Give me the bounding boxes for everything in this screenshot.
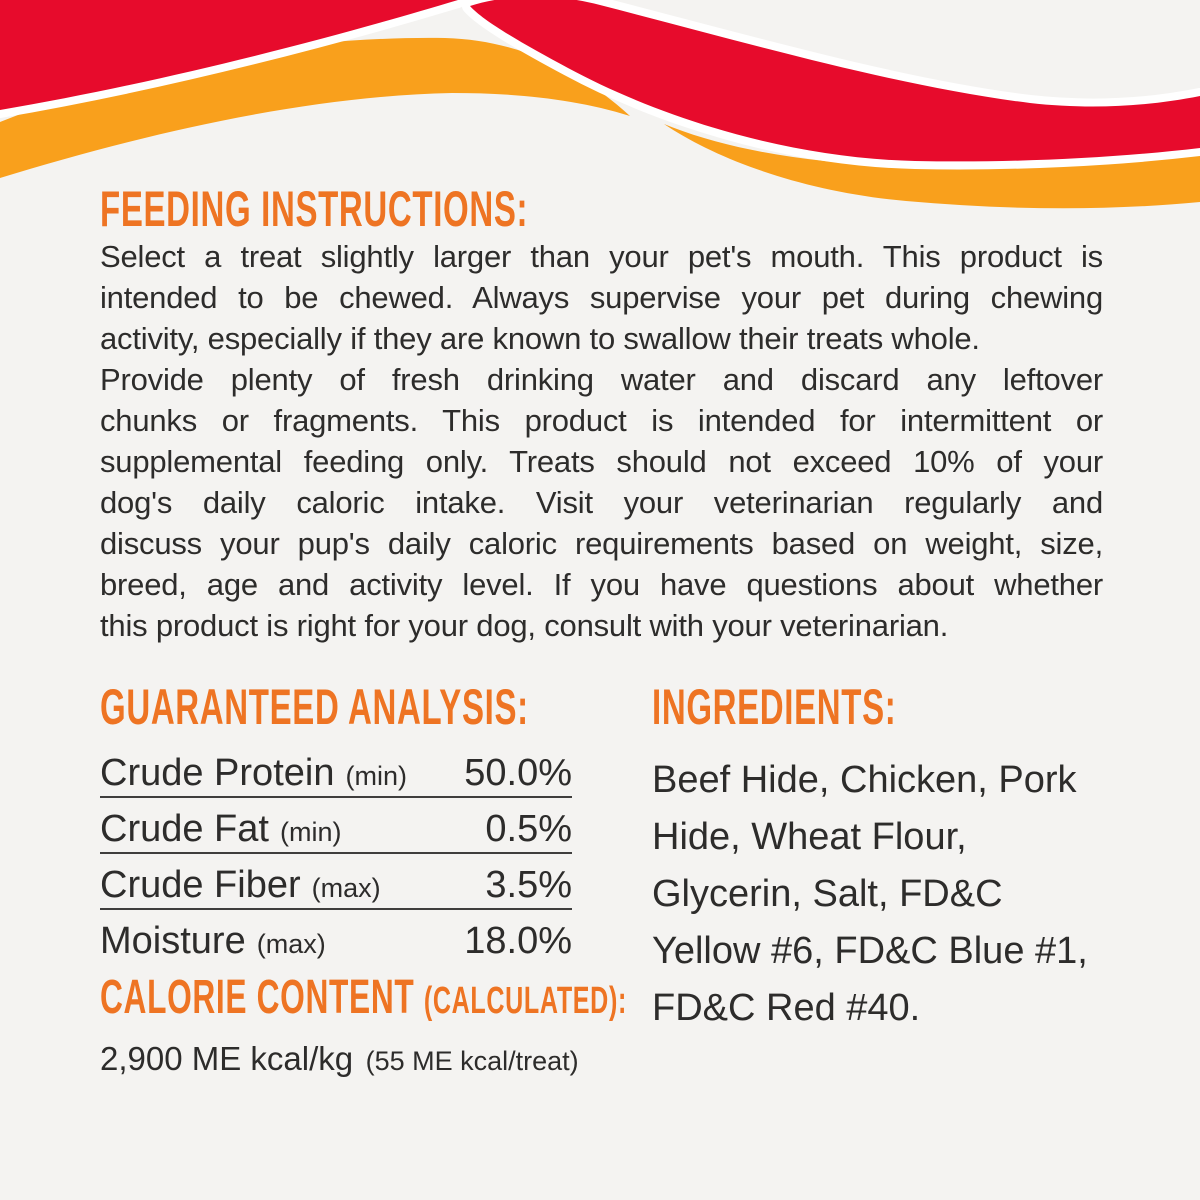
guaranteed-analysis-heading: GUARANTEED ANALYSIS:: [100, 679, 529, 735]
nutrient-qualifier: (min): [345, 761, 407, 791]
ingredients-list: Beef Hide, Chicken, Pork Hide, Wheat Flour, Glycerin, Salt, FD&C Yellow #6, FD&C Blue #1, FD&C Red #40.: [652, 759, 1088, 1029]
calorie-value-line: [100, 1040, 579, 1078]
paragraph-line: this product is right for your dog, consult with your veterinarian.: [100, 608, 949, 643]
nutrient-qualifier: (max): [256, 929, 326, 959]
nutrient-value: 3.5%: [485, 864, 572, 906]
feeding-instructions-paragraph: [100, 236, 1103, 646]
paragraph-line: chunks or fragments. This product is intended for intermittent or: [100, 403, 1103, 438]
table-row: [100, 854, 572, 910]
paragraph-line: intended to be chewed. Always supervise your pet during chewing: [100, 280, 1103, 315]
nutrient-qualifier: (min): [279, 817, 342, 847]
nutrient-label: Crude Fiber: [100, 864, 301, 906]
table-row: [100, 742, 572, 798]
nutrient-label: Moisture: [100, 920, 246, 962]
guaranteed-analysis-table: [100, 742, 572, 966]
nutrient-value: 0.5%: [485, 808, 572, 850]
table-row: [100, 798, 572, 854]
calorie-heading-qualifier: (CALCULATED):: [423, 980, 627, 1022]
table-row: [100, 910, 572, 966]
nutrient-value: 50.0%: [464, 752, 572, 794]
paragraph-line: activity, especially if they are known to swallow their treats whole.: [100, 321, 980, 356]
calorie-heading-text: CALORIE CONTENT: [100, 971, 415, 1024]
paragraph-line: dog's daily caloric intake. Visit your veterinarian regularly and: [100, 485, 1103, 520]
paragraph-line: Provide plenty of fresh drinking water and discard any leftover: [100, 362, 1103, 397]
paragraph-line: breed, age and activity level. If you have questions about whether: [100, 567, 1103, 602]
nutrient-qualifier: (max): [311, 873, 381, 903]
paragraph-line: discuss your pup's daily caloric requirements based on weight, size,: [100, 526, 1103, 561]
calorie-value: 2,900 ME kcal/kg: [100, 1040, 354, 1077]
paragraph-line: Select a treat slightly larger than your pet's mouth. This product is: [100, 239, 1103, 274]
paragraph-line: supplemental feeding only. Treats should not exceed 10% of your: [100, 444, 1103, 479]
nutrient-value: 18.0%: [464, 920, 572, 962]
feeding-instructions-heading: FEEDING INSTRUCTIONS:: [100, 181, 529, 237]
nutrient-label: Crude Fat: [100, 808, 269, 850]
ingredients-heading: INGREDIENTS:: [652, 679, 897, 735]
nutrient-label: Crude Protein: [100, 752, 335, 794]
calorie-value-note: (55 ME kcal/treat): [365, 1046, 579, 1076]
